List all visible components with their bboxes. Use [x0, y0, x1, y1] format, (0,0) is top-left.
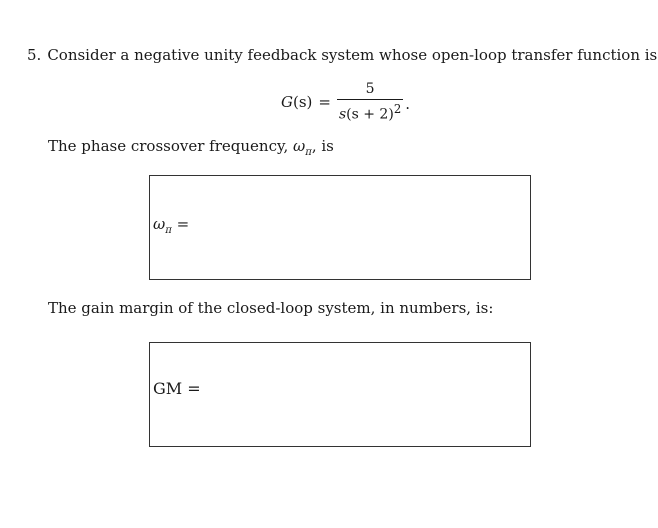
phase-crossover-answer-box[interactable] [149, 175, 531, 280]
function-argument: (s) [292, 93, 313, 111]
answer-omega-subscript: π [165, 225, 172, 236]
phase-prompt-tail: , is [311, 137, 334, 155]
phase-prompt-lead: The phase crossover frequency, [48, 137, 293, 155]
transfer-function-equation [281, 80, 410, 124]
gm-equals: = [187, 379, 201, 398]
equation-period: . [405, 95, 411, 113]
phase-answer-label [153, 215, 189, 236]
gain-answer-label [153, 379, 201, 398]
denominator-factor: (s + 2) [346, 106, 394, 123]
gm-label: GM [153, 379, 183, 398]
question-statement [27, 46, 657, 64]
answer-phase-equals: = [176, 215, 190, 233]
phase-prompt-omega: ω [293, 137, 306, 155]
question-text: Consider a negative unity feedback system whose open-loop transfer function is [47, 46, 658, 64]
denominator-variable: s [338, 106, 347, 123]
fraction-numerator: 5 [365, 81, 375, 98]
fraction-denominator [337, 100, 403, 123]
gain-margin-answer-box[interactable] [149, 342, 531, 447]
gain-margin-prompt: The gain margin of the closed-loop system, in numbers, is: [48, 299, 494, 317]
answer-omega: ω [153, 215, 166, 233]
question-number: 5. [27, 46, 42, 64]
transfer-function-lhs [281, 93, 312, 111]
equals-sign: = [318, 93, 331, 111]
phase-crossover-prompt [48, 137, 334, 158]
function-name: G [281, 93, 293, 111]
transfer-function-fraction [337, 81, 403, 123]
denominator-exponent: 2 [393, 102, 402, 117]
phase-prompt-subscript: π [305, 147, 312, 158]
